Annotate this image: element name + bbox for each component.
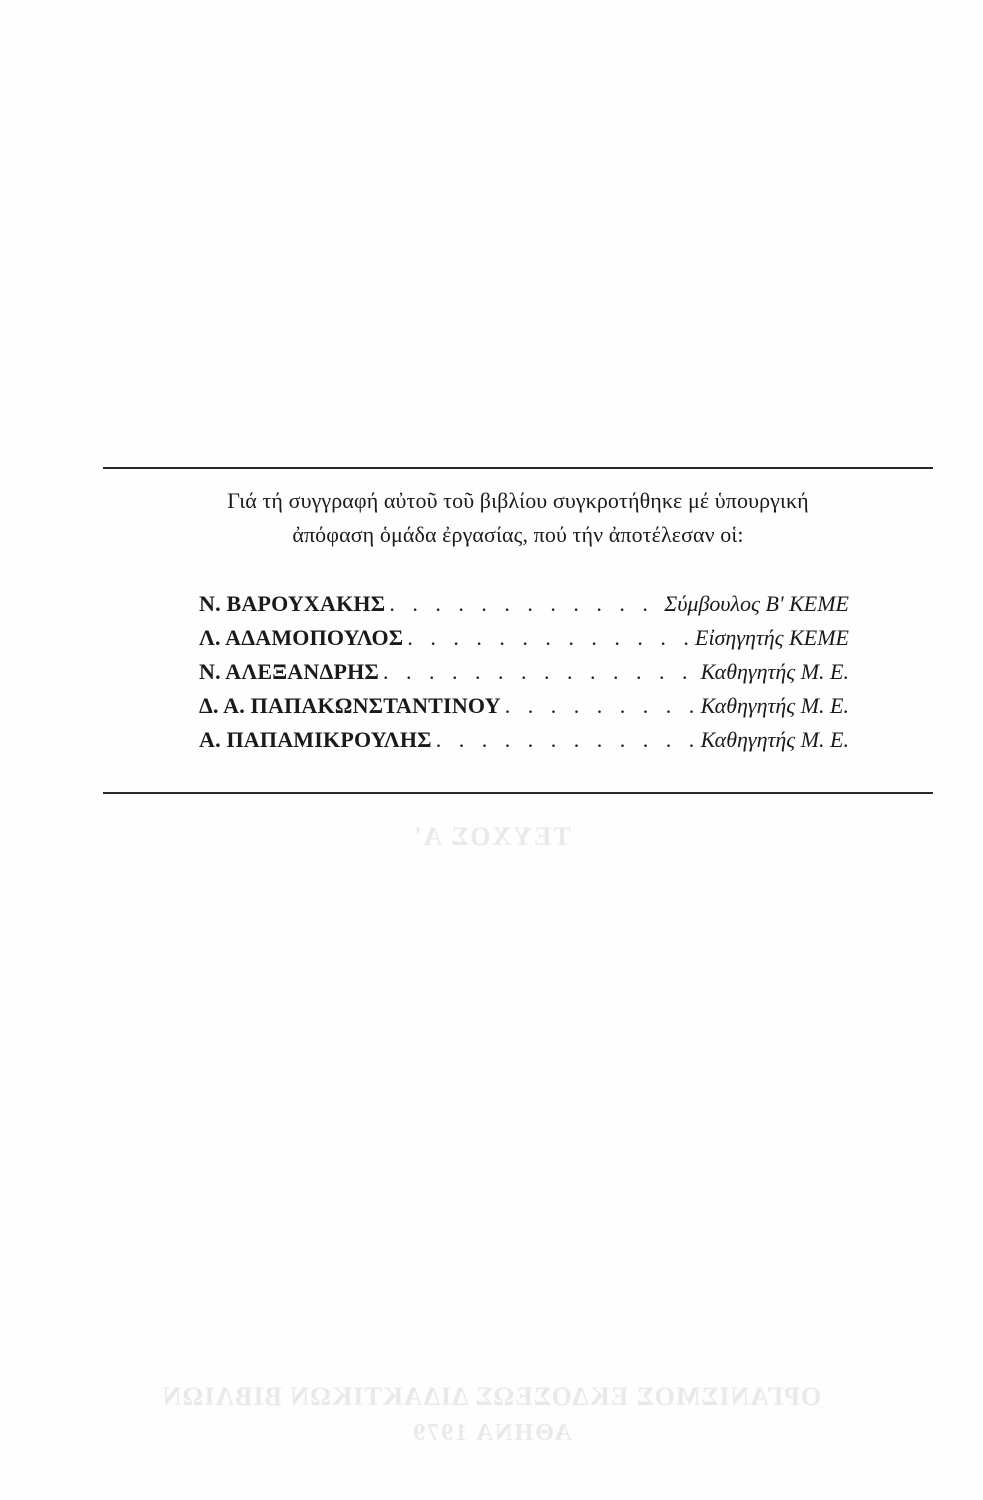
intro-text xyxy=(103,484,933,552)
dot-leader xyxy=(436,727,695,753)
member-role: Καθηγητής Μ. Ε. xyxy=(700,693,849,718)
show-through-place-year: ΑΘΗΝΑ 1979 xyxy=(411,1420,572,1446)
members-list xyxy=(199,591,849,761)
dot-leader xyxy=(407,625,689,651)
member-row xyxy=(199,591,849,625)
show-through-volume: ΤΕΥΧΟΣ Α' xyxy=(412,822,571,851)
bottom-rule xyxy=(103,792,933,794)
intro-line-1: Γιά τή συγγραφή αὐτοῦ τοῦ βιβλίου συγκροτήθηκε μέ ὑπουργική xyxy=(227,488,809,513)
intro-line-2: ἀπόφαση ὁμάδα ἐργασίας, πού τήν ἀποτέλεσαν οἱ: xyxy=(292,522,744,547)
member-role: Καθηγητής Μ. Ε. xyxy=(700,659,849,684)
member-row xyxy=(199,659,849,693)
member-row xyxy=(199,693,849,727)
member-role: Καθηγητής Μ. Ε. xyxy=(700,727,849,752)
member-name: Α. ΠΑΠΑΜΙΚΡΟΥΛΗΣ xyxy=(199,727,432,752)
dot-leader xyxy=(389,591,658,617)
member-name: Ν. ΒΑΡΟΥΧΑΚΗΣ xyxy=(199,591,386,616)
show-through-publisher: ΟΡΓΑΝΙΣΜΟΣ ΕΚΔΟΣΕΩΣ ΔΙΔΑΚΤΙΚΩΝ ΒΙΒΛΙΩΝ xyxy=(161,1382,822,1411)
top-rule xyxy=(103,467,933,469)
member-role: Σύμβουλος Β' ΚΕΜΕ xyxy=(664,591,849,616)
member-row xyxy=(199,625,849,659)
member-row xyxy=(199,727,849,761)
dot-leader xyxy=(505,693,695,719)
member-name: Λ. ΑΔΑΜΟΠΟΥΛΟΣ xyxy=(199,625,404,650)
dot-leader xyxy=(383,659,695,685)
member-name: Δ. Α. ΠΑΠΑΚΩΝΣΤΑΝΤΙΝΟΥ xyxy=(199,693,501,718)
member-name: Ν. ΑΛΕΞΑΝΔΡΗΣ xyxy=(199,659,380,684)
member-role: Εἰσηγητής ΚΕΜΕ xyxy=(695,625,849,650)
